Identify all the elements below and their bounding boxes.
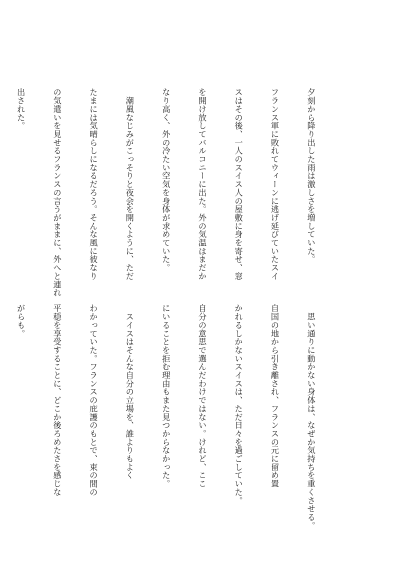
text-line: かれるしかないスイスは、ただ日々を過ごしていた。 <box>234 304 245 505</box>
text-line: スイスはそんな自分の立場を、誰よりもよく <box>125 304 136 480</box>
text-block-lower <box>16 304 342 530</box>
text-line: フランス軍に敗れてウィーンに逃げ延びていたスイ <box>270 88 281 281</box>
text-line: 自分の意思で選んだわけではない。けれど、ここ <box>197 304 208 488</box>
text-line: 出された。 <box>16 88 27 130</box>
text-line: なり高く、外の冷たい空気を身体が求めていた。 <box>161 88 172 272</box>
text-line: わかっていた。フランスの庇護のもとで、束の間の <box>89 304 100 497</box>
text-line: にいることを拒む理由もまた見つからなかった。 <box>161 304 172 488</box>
text-line: 平穏を享受することに、どこか後ろめたさを感じな <box>52 304 63 497</box>
text-block-upper <box>16 88 342 297</box>
text-line: を開け放してバルコニーに出た。外の気温はまだか <box>197 88 208 281</box>
text-line: スはその後、一人のスイス人の屋敷に身を寄せ、窓 <box>234 88 245 281</box>
text-line: たまには気晴らしになるだろう。そんな風に彼なり <box>89 88 100 281</box>
text-line: 思い通りに動かない身体は、なぜか気持ちを重くさせる。 <box>306 304 317 530</box>
text-line: 夕刻から降り出した雨は激しさを増していた。 <box>306 88 317 264</box>
text-line: 潮風なじみがこっそりと夜会を開くように、ただ <box>125 88 136 281</box>
text-line: がらも。 <box>16 304 27 338</box>
text-line: の気遣いを見せるフランスの言うがままに、外へと連れ <box>52 88 63 297</box>
text-line: 自国の地から引き離され、フランスの元に留め置 <box>270 304 281 488</box>
